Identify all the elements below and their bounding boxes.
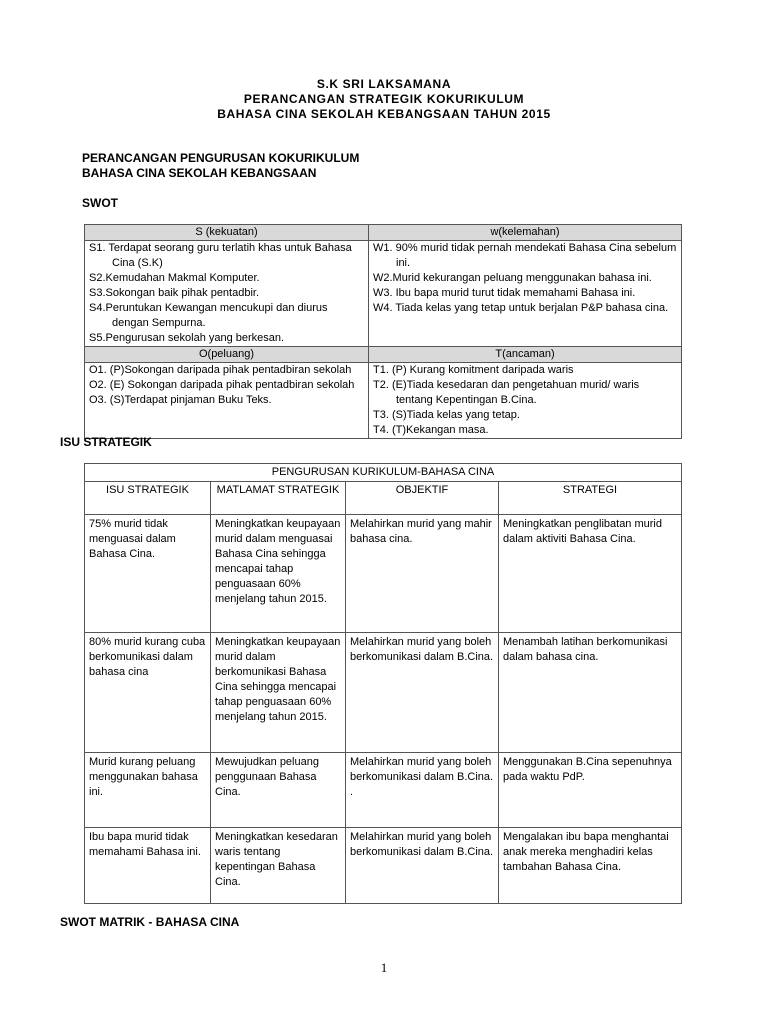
cell-isu: 80% murid kurang cuba berkomunikasi dalam bahasa cina: [85, 633, 211, 753]
cell-strategi: Menggunakan B.Cina sepenuhnya pada waktu PdP.: [499, 753, 682, 828]
school-name: S.K SRI LAKSAMANA: [316, 77, 452, 91]
swot-item: O2. (E) Sokongan daripada pihak pentadbiran sekolah: [89, 379, 355, 391]
table-row: [85, 515, 682, 633]
strategy-table: [84, 463, 682, 904]
swot-weaknesses-cell: [369, 241, 682, 347]
swot-item: T4. (T)Kekangan masa.: [373, 424, 489, 436]
strategy-table-banner: PENGURUSAN KURIKULUM-BAHASA CINA: [85, 464, 682, 482]
cell-matlamat: Meningkatkan keupayaan murid dalam berkomunikasi Bahasa Cina sehingga mencapai tahap penguasaan 60% menjelang tahun 2015.: [211, 633, 346, 753]
cell-isu: Ibu bapa murid tidak memahami Bahasa ini.: [85, 828, 211, 904]
swot-item: W1. 90% murid tidak pernah mendekati Bahasa Cina sebelum ini.: [373, 242, 677, 269]
page-number: 1: [380, 960, 388, 975]
section-subheading: BAHASA CINA SEKOLAH KEBANGSAAN: [82, 166, 317, 180]
column-header-matlamat: MATLAMAT STRATEGIK: [211, 482, 346, 515]
swot-threats-cell: [369, 363, 682, 439]
swot-item: W2.Murid kekurangan peluang menggunakan bahasa ini.: [373, 272, 652, 284]
document-subtitle: BAHASA CINA SEKOLAH KEBANGSAAN TAHUN 2015: [217, 107, 551, 121]
swot-item: T1. (P) Kurang komitment daripada waris: [373, 364, 574, 376]
swot-item: S4.Peruntukan Kewangan mencukupi dan diurus dengan Sempurna.: [89, 302, 328, 329]
swot-item: S3.Sokongan baik pihak pentadbir.: [89, 287, 260, 299]
column-header-objektif: OBJEKTIF: [346, 482, 499, 515]
swot-table: [84, 224, 682, 439]
column-header-strategi: STRATEGI: [499, 482, 682, 515]
table-row: [85, 753, 682, 828]
cell-matlamat: Mewujudkan peluang penggunaan Bahasa Cina.: [211, 753, 346, 828]
swot-header-threats: T(ancaman): [369, 347, 682, 363]
table-row: [85, 828, 682, 904]
swot-item: S5.Pengurusan sekolah yang berkesan.: [89, 332, 285, 344]
swot-item: W4. Tiada kelas yang tetap untuk berjalan P&P bahasa cina.: [373, 302, 669, 314]
cell-strategi: Menambah latihan berkomunikasi dalam bahasa cina.: [499, 633, 682, 753]
swot-item: S2.Kemudahan Makmal Komputer.: [89, 272, 260, 284]
cell-objektif: Melahirkan murid yang boleh berkomunikasi dalam B.Cina.: [346, 633, 499, 753]
isu-strategik-label: ISU STRATEGIK: [60, 435, 152, 449]
swot-label: SWOT: [82, 196, 118, 210]
swot-item: T3. (S)Tiada kelas yang tetap.: [373, 409, 520, 421]
cell-strategi: Meningkatkan penglibatan murid dalam aktiviti Bahasa Cina.: [499, 515, 682, 633]
section-heading: PERANCANGAN PENGURUSAN KOKURIKULUM: [82, 151, 360, 165]
cell-matlamat: Meningkatkan kesedaran waris tentang kepentingan Bahasa Cina.: [211, 828, 346, 904]
swot-item: W3. Ibu bapa murid turut tidak memahami Bahasa ini.: [373, 287, 636, 299]
swot-strengths-cell: [85, 241, 369, 347]
swot-matrik-label: SWOT MATRIK - BAHASA CINA: [60, 915, 240, 929]
swot-header-opportunities: O(peluang): [85, 347, 369, 363]
swot-header-strengths: S (kekuatan): [85, 225, 369, 241]
cell-strategi: Mengalakan ibu bapa menghantai anak mereka menghadiri kelas tambahan Bahasa Cina.: [499, 828, 682, 904]
swot-item: T2. (E)Tiada kesedaran dan pengetahuan murid/ waris tentang Kepentingan B.Cina.: [373, 379, 640, 406]
swot-item: S1. Terdapat seorang guru terlatih khas untuk Bahasa Cina (S.K): [89, 242, 352, 269]
cell-objektif: Melahirkan murid yang boleh berkomunikasi dalam B.Cina.: [346, 828, 499, 904]
cell-isu: 75% murid tidak menguasai dalam Bahasa Cina.: [85, 515, 211, 633]
document-title: PERANCANGAN STRATEGIK KOKURIKULUM: [243, 92, 525, 106]
column-header-isu: ISU STRATEGIK: [85, 482, 211, 515]
swot-header-weaknesses: w(kelemahan): [369, 225, 682, 241]
cell-isu: Murid kurang peluang menggunakan bahasa ini.: [85, 753, 211, 828]
table-row: [85, 633, 682, 753]
swot-item: O1. (P)Sokongan daripada pihak pentadbiran sekolah: [89, 364, 352, 376]
cell-objektif: Melahirkan murid yang boleh berkomunikasi dalam B.Cina. .: [346, 753, 499, 828]
cell-matlamat: Meningkatkan keupayaan murid dalam menguasai Bahasa Cina sehingga mencapai tahap penguasaan 60% menjelang tahun 2015.: [211, 515, 346, 633]
swot-opportunities-cell: [85, 363, 369, 439]
cell-objektif: Melahirkan murid yang mahir bahasa cina.: [346, 515, 499, 633]
swot-item: O3. (S)Terdapat pinjaman Buku Teks.: [89, 394, 272, 406]
